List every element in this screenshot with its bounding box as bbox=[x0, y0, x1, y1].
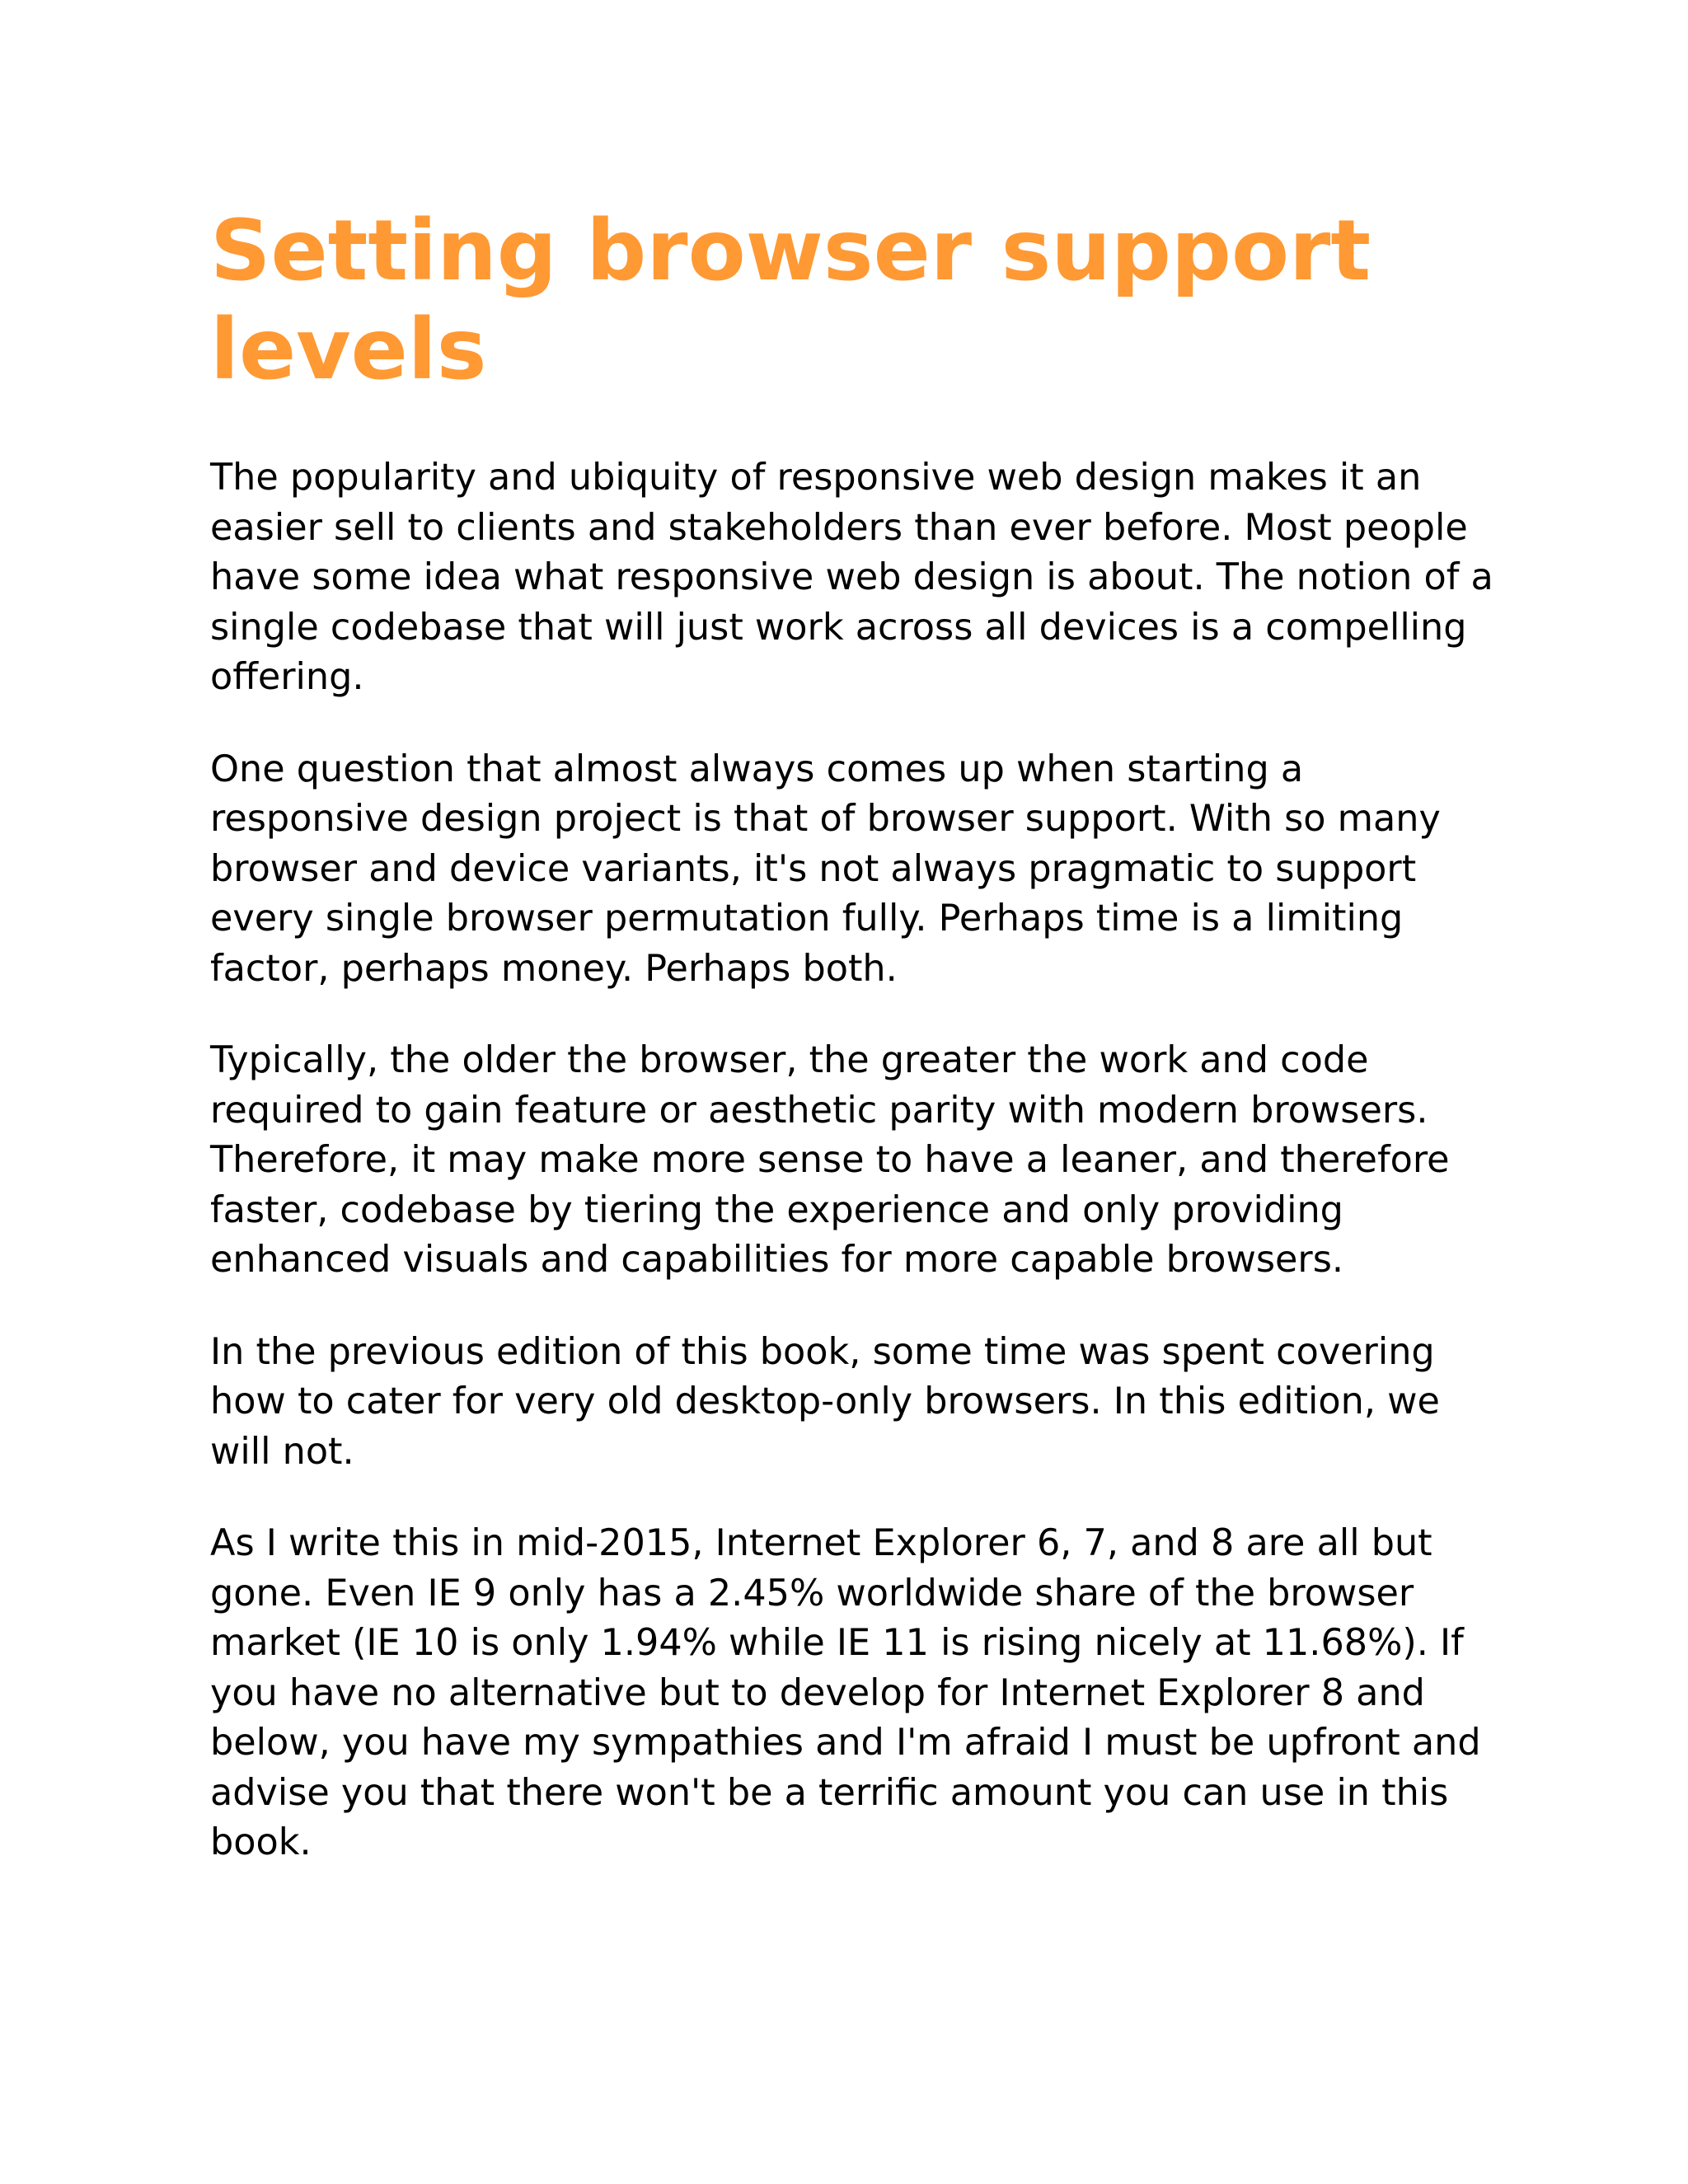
section-heading: Setting browser support levels bbox=[210, 202, 1372, 399]
paragraph-4: In the previous edition of this book, some time was spent covering how to cater for very old desktop-only browsers. In this edition, we will not. bbox=[210, 1330, 1440, 1473]
document-page bbox=[210, 202, 1496, 1910]
paragraph-5: As I write this in mid-2015, Internet Explorer 6, 7, and 8 are all but gone. Even IE 9 only has a 2.45% worldwide share of the browser market (IE 10 is only 1.94% while IE 11 is rising nicely at 11.68%). If you have no alternative but to develop for Internet Explorer 8 and below, you have my sympathies and I'm afraid I must be upfront and advise you that there won't be a terrific amount you can use in this book. bbox=[210, 1522, 1481, 1863]
paragraph-3: Typically, the older the browser, the greater the work and code required to gain feature or aesthetic parity with modern browsers. Therefore, it may make more sense to have a leaner, and therefore faster, codebase by tiering the experience and only providing enhanced visuals and capabilities for more capable browsers. bbox=[210, 1039, 1450, 1281]
paragraph-2: One question that almost always comes up when starting a responsive design project is that of browser support. With so many browser and device variants, it's not always pragmatic to support every single browser permutation fully. Perhaps time is a limiting factor, perhaps money. Perhaps both. bbox=[210, 748, 1441, 990]
paragraph-1: The popularity and ubiquity of responsive web design makes it an easier sell to clients and stakeholders than ever before. Most people have some idea what responsive web design is about. The notion of a single codebase that will just work across all devices is a compelling offering. bbox=[210, 457, 1493, 698]
